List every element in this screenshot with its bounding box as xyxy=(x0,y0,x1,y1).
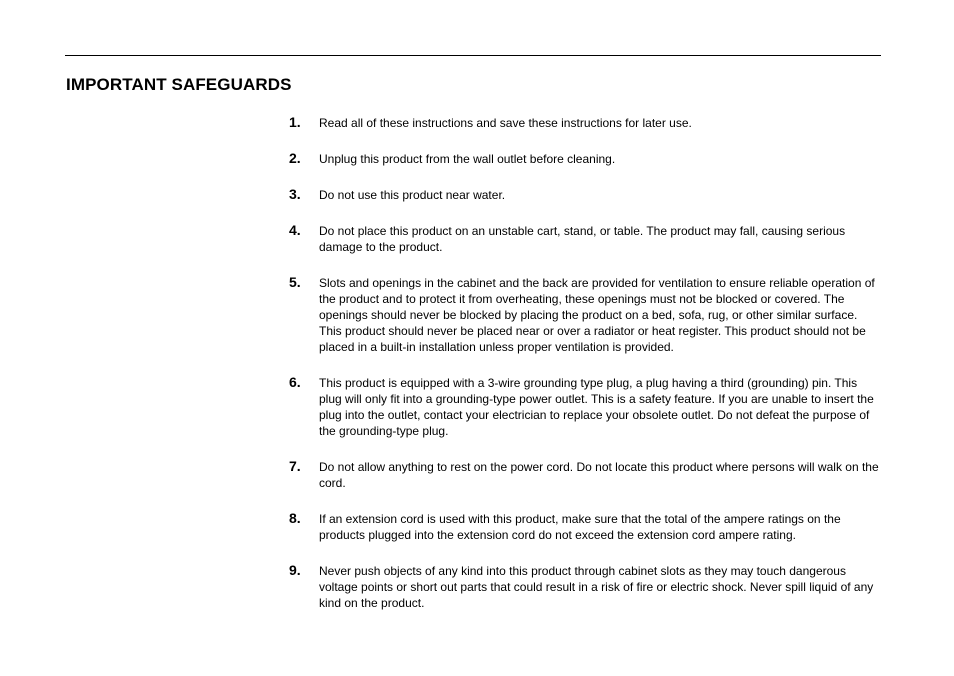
item-number: 2. xyxy=(289,150,301,166)
item-text: Do not use this product near water. xyxy=(319,188,506,202)
page-title: IMPORTANT SAFEGUARDS xyxy=(66,75,292,94)
list-item xyxy=(289,563,881,611)
item-number: 5. xyxy=(289,274,301,290)
list-item xyxy=(289,459,881,491)
item-text: Do not allow anything to rest on the power cord. Do not locate this product where persons will walk on the cord. xyxy=(319,460,879,490)
item-number: 6. xyxy=(289,374,301,390)
list-item xyxy=(289,223,881,255)
item-text: This product is equipped with a 3-wire grounding type plug, a plug having a third (grounding) pin. This plug will only fit into a grounding-type power outlet. This is a safety feature. If you are unable to insert the plug into the outlet, contact your electrician to replace your obsolete outlet. Do not defeat the purpose of the grounding-type plug. xyxy=(319,376,874,438)
item-text: Do not place this product on an unstable cart, stand, or table. The product may fall, causing serious damage to the product. xyxy=(319,224,846,254)
item-number: 9. xyxy=(289,562,301,578)
list-item xyxy=(289,375,881,439)
item-text: Unplug this product from the wall outlet before cleaning. xyxy=(319,152,616,166)
item-text: Never push objects of any kind into this product through cabinet slots as they may touch dangerous voltage points or short out parts that could result in a risk of fire or electric shock. Never spill liquid of any kind on the product. xyxy=(319,564,874,610)
item-number: 8. xyxy=(289,510,301,526)
item-number: 1. xyxy=(289,114,301,130)
header-rule xyxy=(65,55,881,56)
list-item xyxy=(289,511,881,543)
item-number: 4. xyxy=(289,222,301,238)
list-item xyxy=(289,115,881,131)
list-item xyxy=(289,187,881,203)
item-number: 7. xyxy=(289,458,301,474)
item-text: Read all of these instructions and save these instructions for later use. xyxy=(319,116,692,130)
list-item xyxy=(289,275,881,355)
item-text: If an extension cord is used with this product, make sure that the total of the ampere ratings on the products plugged into the extension cord do not exceed the extension cord ampere rating. xyxy=(319,512,841,542)
safeguards-list xyxy=(289,114,881,631)
list-item xyxy=(289,151,881,167)
item-text: Slots and openings in the cabinet and the back are provided for ventilation to ensure reliable operation of the product and to protect it from overheating, these openings must not be blocked or covered. The openings should never be blocked by placing the product on a bed, sofa, rug, or other similar surface. This product should never be placed near or over a radiator or heat register. This product should not be placed in a built-in installation unless proper ventilation is provided. xyxy=(319,276,875,354)
item-number: 3. xyxy=(289,186,301,202)
